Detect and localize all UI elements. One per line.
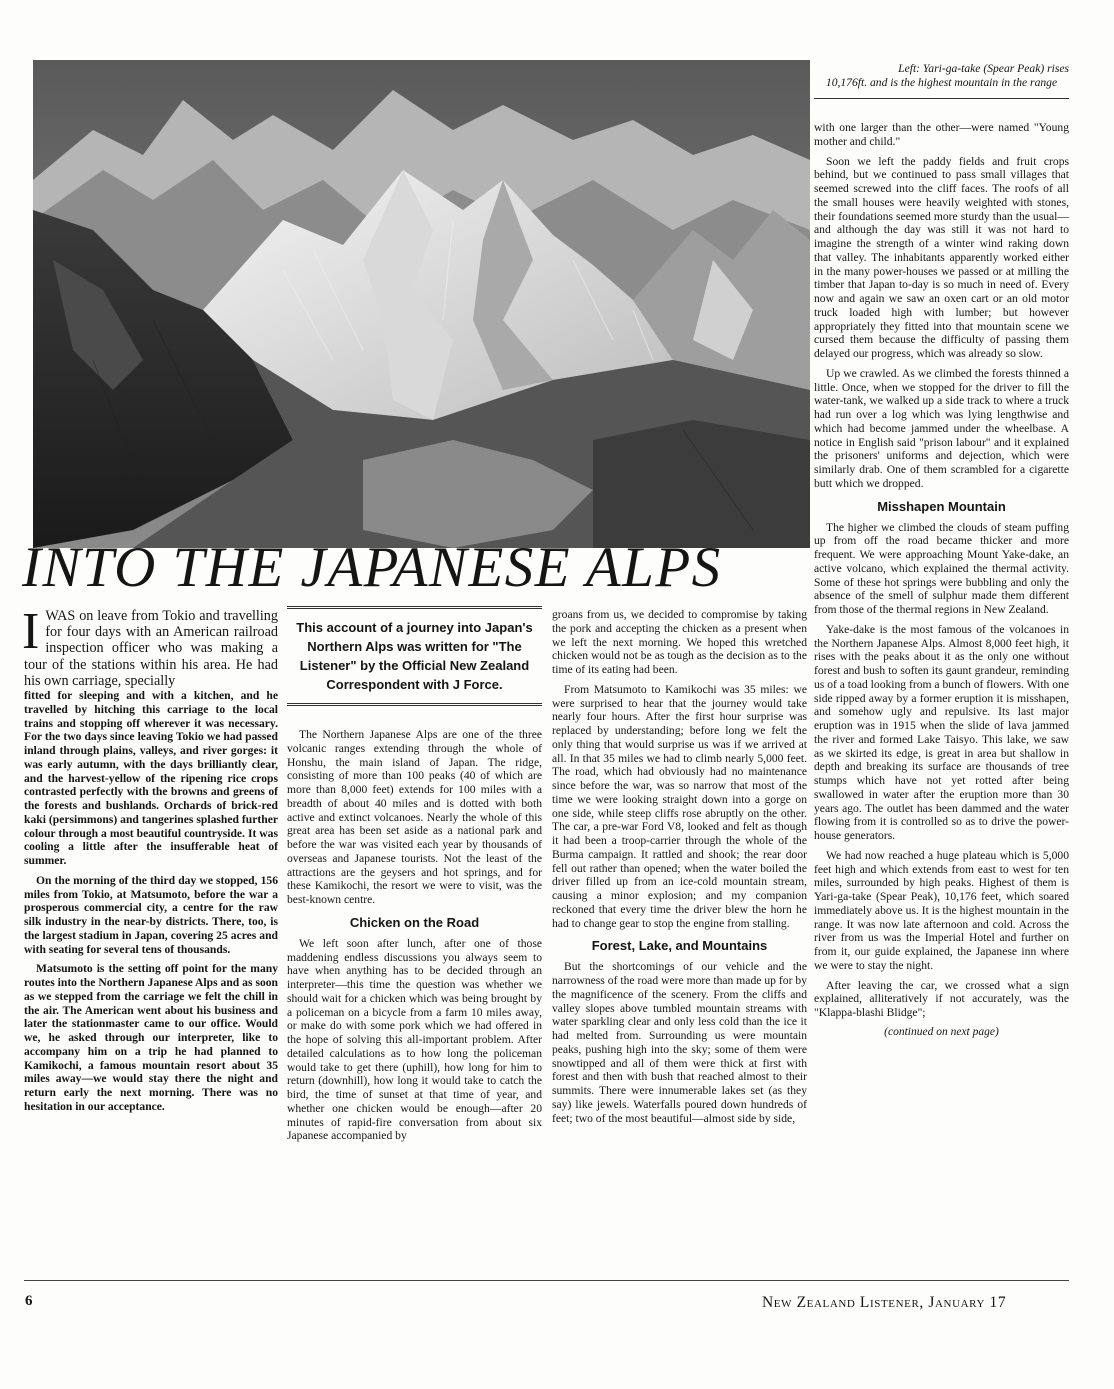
paragraph: with one larger than the other—were named "Young mother and child.": [814, 121, 1069, 148]
subhead-chicken-on-the-road: Chicken on the Road: [349, 914, 480, 930]
column-4: [814, 121, 1069, 1040]
column-3: [552, 608, 807, 1131]
paragraph: But the shortcomings of our vehicle and the narrowness of the road were more than made up for by the magnificence of the scenery. From the cliffs and valley slopes above tumbled mountain streams with water sparkling clear and only less cold than the ice it had melted from. Surrounding us were mountain peaks, pushing high into the sky; some of them were snowtipped and all of them were thick at first with forest and then with bush that reached almost to their summits. There were innumerable lakes set (as they say) like jewels. Waterfalls poured down hundreds of feet; two of the most beautiful—almost side by side,: [552, 960, 807, 1125]
subhead-misshapen-mountain: Misshapen Mountain: [877, 498, 1006, 514]
paragraph: The Northern Japanese Alps are one of the three volcanic ranges extending through the whole of Honshu, the main island of Japan. The ridge, consisting of more than 100 peaks (40 of which are more than 8,000 feet) extends for 100 miles with a breadth of about 40 miles and is dotted with both active and extinct volcanoes. Nearly the whole of this great area has been set aside as a national park and before the war was visited each year by thousands of overseas and Japanese tourists. Not the least of the attractions are the geysers and hot springs, and for these Kamikochi, the resort we were to visit, was the best-known centre.: [287, 728, 542, 906]
paragraph: From Matsumoto to Kamikochi was 35 miles: we were surprised to hear that the journey would take nearly four hours. After the first hour surprise was replaced by understanding; before long we felt the only thing that would surprise us was if we arrived at all. In that 35 miles we had to climb nearly 5,000 feet. The road, which had obviously had no maintenance since before the war, was so narrow that most of the time we were looking straight down into a gorge on one side, while steep cliffs rose abruptly on the other. The car, a pre-war Ford V8, looked and felt as though it had been a troop-carrier through the whole of the Burma campaign. It rattled and shook; the rear door fell out rather than opened; when the water boiled the driver filled up from an ice-cold mountain stream, causing a minor explosion; and my companion reckoned that every time the driver blew the horn he had to change gear to stop the engine from stalling.: [552, 682, 807, 930]
article-headline: INTO THE JAPANESE ALPS: [22, 536, 722, 599]
subhead-forest-lake-mountains: Forest, Lake, and Mountains: [591, 938, 768, 954]
paragraph: Matsumoto is the setting off point for the many routes into the Northern Japanese Alps and as soon as we stepped from the carriage we felt the chill in the air. The American went about his business and later the stationmaster came to our office. Would we, he asked through our interpreter, like to accompany him on a trip he had planned to Kamikochi, a famous mountain resort about 35 miles away—we would stay there the night and return early the next morning. There was no hesitation in our acceptance.: [24, 962, 278, 1113]
magazine-footer: New Zealand Listener, January 17: [762, 1294, 1007, 1311]
paragraph: We left soon after lunch, after one of those maddening endless discussions you always seem to have when anything has to be decided through an interpreter—this time the question was whether we should wait for a chicken which was being brought by a policeman on a bicycle from a farm 10 miles away, or make do with some pork which we had offered in the hope of solving this all-important problem. After detailed calculations as to how long the policeman would take to get there (uphill), how long for him to return (downhill), how long it would take to catch the bird, the time of sunset at that time of year, and whether one chicken would be enough—after 20 minutes of rapid-fire conversation from about six Japanese accompanied by: [287, 936, 542, 1143]
lead-paragraph: [22, 603, 278, 689]
paragraph: Soon we left the paddy fields and fruit crops behind, but we continued to pass small villages that seemed screwed into the cliff faces. The roofs of all the small houses were heavily weighted with stones, their foundations seemed more sturdy than the usual—and although the day was still it was not hard to imagine the strength of a winter wind raking down that valley. The inhabitants apparently worked either in the many power-houses we passed or at milling the timber that Japan to-day is so much in need of. Every now and again we saw an oxen cart or an old motor truck loaded high with lumber; but however appropriately they fitted into that mountain scene we cursed them because the difficulty of passing them delayed our progress, which was already so slow.: [814, 154, 1069, 360]
lead-text: WAS on leave from Tokio and travelling for four days with an American railroad inspection officer who was making a tour of the stations within his area. He had his own carriage, specially: [24, 608, 278, 689]
footer-rule: [24, 1280, 1069, 1281]
photo-caption: [814, 62, 1069, 99]
paragraph: groans from us, we decided to compromise by taking the pork and accepting the chicken as a present when we left the next morning. We hoped this wretched chicken would not be as tough as the decision as to the time of its eating had been.: [552, 608, 807, 676]
paragraph: Yake-dake is the most famous of the volcanoes in the Northern Japanese Alps. Almost 8,000 feet high, it rises with the peaks about it as the only one without forest and bush to soften its gaunt grandeur, reminding us of a toad looking from a bunch of flowers. With one side ripped away by a former eruption it is misshapen, and somehow ugly and repulsive. Its last major eruption was in 1915 when the slide of lava jammed the river and formed Lake Taisyo. This lake, we saw as we skirted its edge, is great in area but shallow in depth and breaking its surface are thousands of tree stumps which have not yet rotted after being swallowed in water after the eruption more than 30 years ago. The outlet has been dammed and the water flowing from it is controlled so as to drive the power-house generators.: [814, 622, 1069, 842]
column-1: [22, 603, 278, 1120]
mountain-photo: [33, 60, 810, 548]
intro-box: This account of a journey into Japan's Northern Alps was written for "The Listener" by the Official New Zealand Correspondent with J Force.: [287, 606, 542, 706]
paragraph: After leaving the car, we crossed what a sign explained, alliteratively if not accurately, was the "Klappa-blashi Blidge";: [814, 978, 1069, 1019]
drop-cap: I: [22, 603, 40, 660]
paragraph: fitted for sleeping and with a kitchen, and he travelled by hitching this carriage to the local trains and stopping off wherever it was necessary. For the two days since leaving Tokio we had passed inland through plains, valleys, and river gorges: it was early autumn, with the days brilliantly clear, and the harvest-yellow of the ripening rice crops contrasted perfectly with the browns and greens of the forests and bushlands. Orchards of brick-red kaki (persimmons) and tangerines splashed further colour through a most beautiful countryside. It was cooling a little after the insufferable heat of summer.: [24, 689, 278, 868]
caption-line-2: 10,176ft. and is the highest mountain in the range: [825, 76, 1058, 89]
caption-line-1: Left: Yari-ga-take (Spear Peak) rises: [898, 62, 1069, 75]
paragraph: The higher we climbed the clouds of steam puffing up from off the road became thicker and more frequent. We were approaching Mount Yake-dake, an active volcano, which explained the thermal activity. Some of these hot springs were bubbling and only the absence of the smell of sulphur made them different from those of the thermal regions in New Zealand.: [814, 520, 1069, 616]
paragraph: Up we crawled. As we climbed the forests thinned a little. Once, when we stopped for the driver to fill the water-tank, we walked up a side track to where a truck had run over a log which was lying lengthwise and which had become jammed under the wheelbase. A notice in English said "prison labour" and it explained the prisoners' uniforms and dejection, which were similarly drab. One of them scrambled for a cigarette butt which we dropped.: [814, 366, 1069, 490]
paragraph: On the morning of the third day we stopped, 156 miles from Tokio, at Matsumoto, before the war a prosperous commercial city, a centre for the raw silk industry in the near-by districts. There, too, is the largest stadium in Japan, covering 25 acres and with seating for several tens of thousands.: [24, 873, 278, 956]
page-number: 6: [25, 1293, 33, 1309]
continued-notice: (continued on next page): [884, 1025, 999, 1038]
paragraph: We had now reached a huge plateau which is 5,000 feet high and which extends from east to west for ten miles, surrounded by high peaks. Highest of them is Yari-ga-take (Spear Peak), 10,176 feet, which soared immediately above us. It is the highest mountain in the range. It was now late afternoon and cold. Across the river from us was the Imperial Hotel and further on from it, our guide explained, the Japanese inn where we were to stay the night.: [814, 848, 1069, 972]
column-2: [287, 606, 542, 1149]
mountain-photo-graphic: [33, 60, 810, 548]
